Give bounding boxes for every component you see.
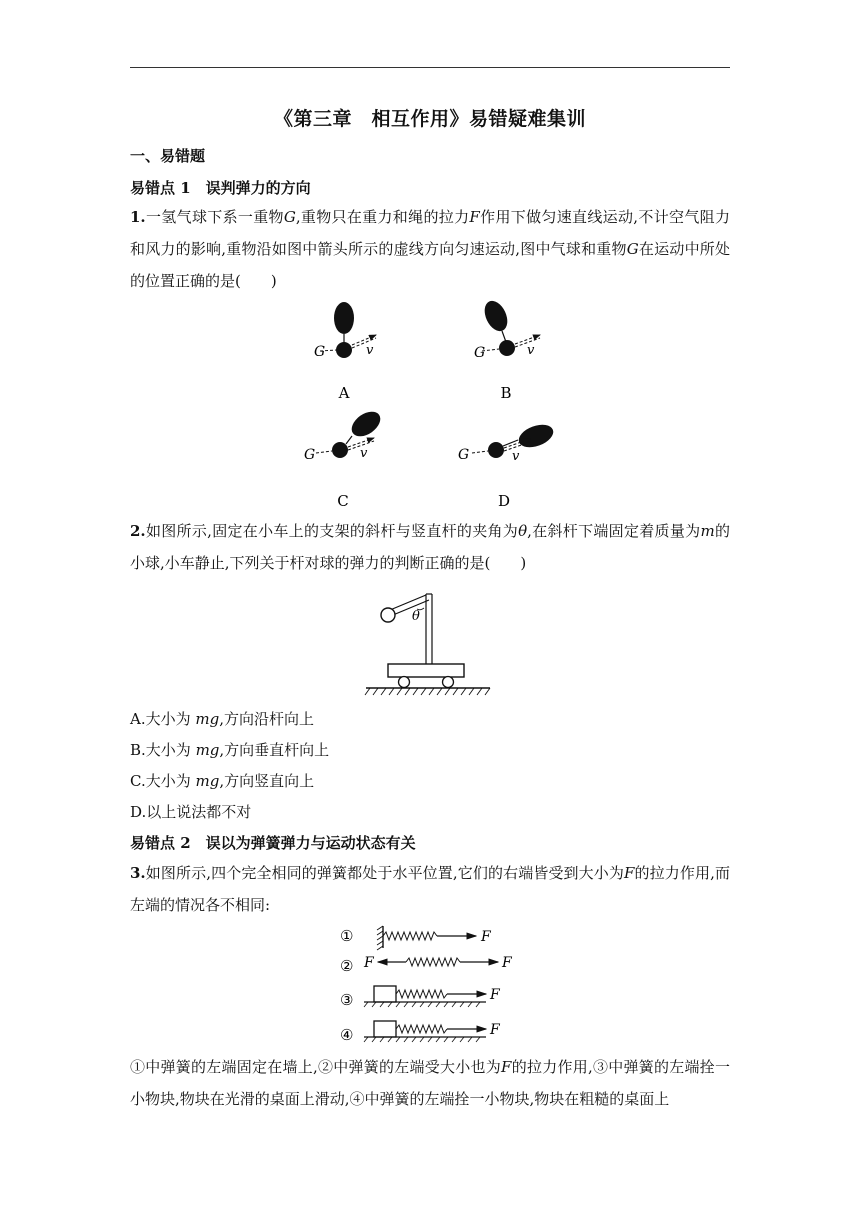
case-3-diagram bbox=[364, 986, 501, 1007]
option-d-diagram bbox=[458, 420, 556, 510]
case-4-label: ④ bbox=[340, 1026, 354, 1044]
case-4-diagram bbox=[364, 1021, 501, 1042]
wheel bbox=[399, 677, 410, 688]
question-2: 2.如图所示,固定在小车上的支架的斜杆与竖直杆的夹角为θ,在斜杆下端固定着质量为m的小球,小车静止,下列关于杆对球的弹力的判断正确的是( ) bbox=[130, 522, 730, 572]
option-a: A.大小为 mg,方向沿杆向上 bbox=[130, 710, 314, 728]
option-b: B.大小为 mg,方向垂直杆向上 bbox=[130, 741, 330, 759]
svg-text:v: v bbox=[527, 343, 535, 358]
question-number: 2. bbox=[130, 522, 146, 540]
question-3-description: ①中弹簧的左端固定在墙上,②中弹簧的左端受大小也为F的拉力作用,③中弹簧的左端拴一小物块,物块在光滑的桌面上滑动,④中弹簧的左端拴一小物块,物块在粗糙的桌面上 bbox=[130, 1058, 730, 1108]
ball bbox=[381, 608, 395, 622]
option-a-diagram bbox=[314, 302, 376, 402]
question-1: 1.一氢气球下系一重物G,重物只在重力和绳的拉力F作用下做匀速直线运动,不计空气阻力和风力的影响,重物沿如图中箭头所示的虚线方向匀速运动,图中气球和重物G在运动中所处的位置正确的是( ) bbox=[130, 208, 730, 290]
question-number: 1. bbox=[130, 208, 146, 226]
svg-text:F: F bbox=[490, 1022, 500, 1038]
svg-text:F: F bbox=[490, 987, 500, 1003]
balloon-options-figure bbox=[290, 298, 580, 512]
option-label-b: B bbox=[500, 384, 512, 402]
svg-text:v: v bbox=[512, 449, 520, 464]
page-title: 《第三章 相互作用》易错疑难集训 bbox=[273, 108, 586, 130]
wheel bbox=[443, 677, 454, 688]
option-d: D.以上说法都不对 bbox=[130, 803, 252, 821]
weight-label: G bbox=[314, 344, 326, 360]
header-rule bbox=[130, 67, 730, 68]
option-label-a: A bbox=[338, 384, 350, 402]
svg-text:F: F bbox=[364, 955, 374, 971]
option-c-diagram bbox=[304, 407, 385, 510]
question-number: 3. bbox=[130, 864, 146, 882]
svg-text:G: G bbox=[474, 345, 486, 361]
case-1-diagram bbox=[377, 926, 492, 950]
svg-text:F: F bbox=[502, 955, 512, 971]
error-point-heading-2: 易错点 2 误以为弹簧弹力与运动状态有关 bbox=[130, 834, 416, 852]
case-1-label: ① bbox=[340, 927, 354, 945]
svg-text:F: F bbox=[481, 929, 491, 945]
option-label-d: D bbox=[497, 492, 511, 510]
cart-body bbox=[388, 664, 464, 677]
section-heading: 一、易错题 bbox=[130, 147, 206, 165]
error-point-heading-1: 易错点 1 误判弹力的方向 bbox=[130, 179, 311, 197]
option-c: C.大小为 mg,方向竖直向上 bbox=[130, 772, 315, 790]
case-3-label: ③ bbox=[340, 991, 354, 1009]
theta-label: θ bbox=[412, 609, 420, 624]
velocity-label: v bbox=[366, 343, 374, 358]
svg-text:G: G bbox=[304, 447, 316, 463]
svg-text:G: G bbox=[458, 447, 470, 463]
cart-bracket-figure bbox=[362, 578, 498, 698]
case-2-diagram bbox=[363, 955, 513, 971]
option-b-diagram bbox=[474, 298, 540, 402]
springs-figure bbox=[336, 922, 526, 1050]
svg-text:v: v bbox=[360, 446, 368, 461]
case-2-label: ② bbox=[340, 957, 354, 975]
question-3: 3.如图所示,四个完全相同的弹簧都处于水平位置,它们的右端皆受到大小为F的拉力作用,而左端的情况各不相同: bbox=[130, 864, 730, 914]
option-label-c: C bbox=[337, 492, 349, 510]
